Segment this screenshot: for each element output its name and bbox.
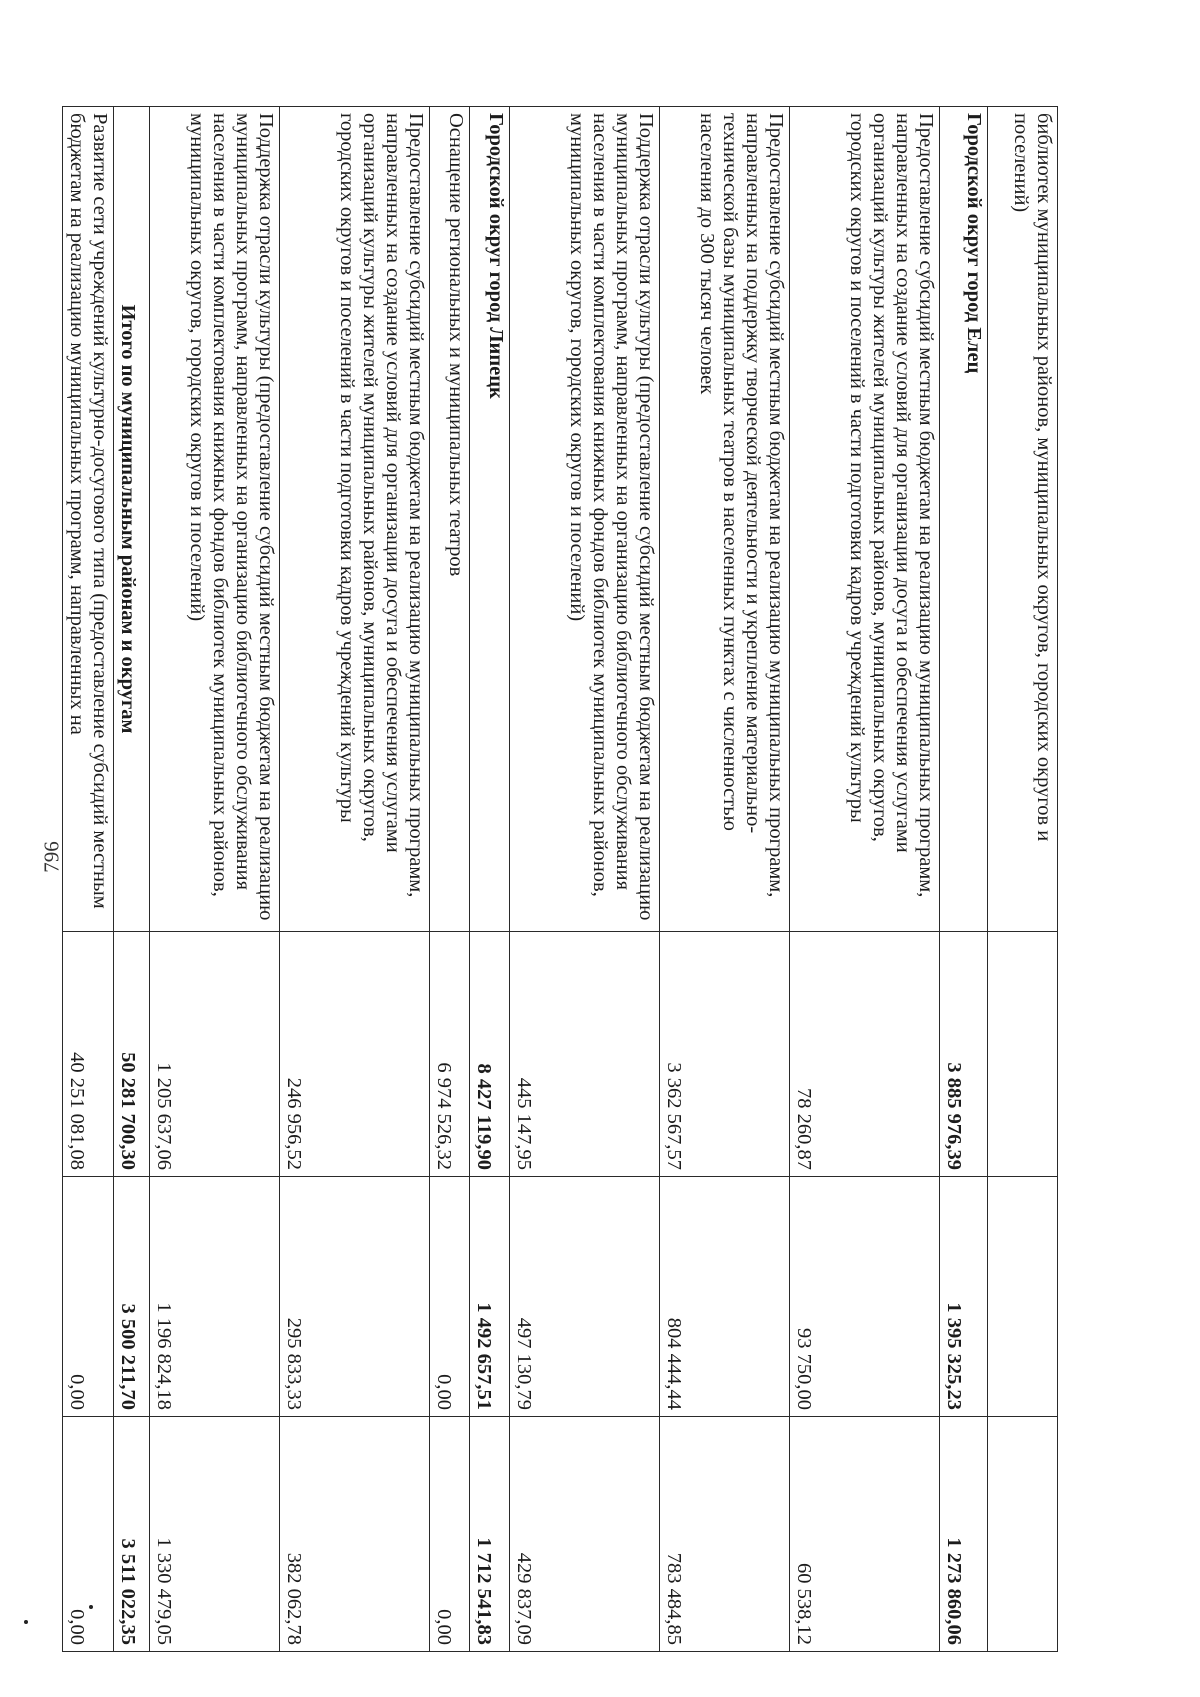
value-cell-1: 8 427 119,90 [470, 932, 510, 1177]
value-cell-3: 382 062,78 [280, 1417, 430, 1652]
value-cell-1: 6 974 526,32 [430, 932, 470, 1177]
budget-table [62, 106, 1058, 1652]
scan-speck [24, 1620, 28, 1624]
value-cell-2: 0,00 [430, 1177, 470, 1417]
row-name-cell: Развитие сети учреждений культурно-досугового типа (предоставление субсидий местным бюджетам на реализацию муниципальных программ, направленных на [63, 107, 114, 932]
value-cell-2: 497 130,79 [510, 1177, 660, 1417]
value-cell-1: 1 205 637,06 [150, 932, 280, 1177]
value-cell-3: 1 273 860,06 [940, 1417, 988, 1652]
value-cell-2: 1 395 325,23 [940, 1177, 988, 1417]
row-name-cell: Итого по муниципальным районам и округам [114, 107, 150, 932]
value-cell-2 [988, 1177, 1058, 1417]
value-cell-3: 0,00 [430, 1417, 470, 1652]
row-name-cell: Городской округ город Липецк [470, 107, 510, 932]
value-cell-1: 246 956,52 [280, 932, 430, 1177]
row-name-cell: Городской округ город Елец [940, 107, 988, 932]
row-name-cell: библиотек муниципальных районов, муниципальных округов, городских округов и поселений) [988, 107, 1058, 932]
table-row [114, 107, 150, 1652]
table-row [63, 107, 114, 1652]
table-row [988, 107, 1058, 1652]
row-name-cell: Оснащение региональных и муниципальных театров [430, 107, 470, 932]
value-cell-3: 3 511 022,35 [114, 1417, 150, 1652]
value-cell-1: 50 281 700,30 [114, 932, 150, 1177]
value-cell-3: 0,00 [63, 1417, 114, 1652]
value-cell-2: 0,00 [63, 1177, 114, 1417]
value-cell-2: 804 444,44 [660, 1177, 790, 1417]
table-row [940, 107, 988, 1652]
table-row [790, 107, 940, 1652]
value-cell-3: 1 712 541,83 [470, 1417, 510, 1652]
value-cell-1: 78 260,87 [790, 932, 940, 1177]
value-cell-3: 1 330 479,05 [150, 1417, 280, 1652]
value-cell-2: 295 833,33 [280, 1177, 430, 1417]
table-row [660, 107, 790, 1652]
row-name-cell: Предоставление субсидий местным бюджетам на реализацию муниципальных программ, направленных на создание условий для организации досуга и обеспечения услугами организаций культуры жителей муниципальных районов, муниципальных округов, городских округов и поселений в части подготовки кадров учреждений культуры [280, 107, 430, 932]
value-cell-1: 3 885 976,39 [940, 932, 988, 1177]
value-cell-3: 429 837,09 [510, 1417, 660, 1652]
value-cell-3 [988, 1417, 1058, 1652]
table-row [430, 107, 470, 1652]
value-cell-1 [988, 932, 1058, 1177]
page-number: 796 [39, 841, 64, 873]
value-cell-1: 40 251 081,08 [63, 932, 114, 1177]
value-cell-3: 783 484,85 [660, 1417, 790, 1652]
table-row [150, 107, 280, 1652]
row-name-cell: Предоставление субсидий местным бюджетам на реализацию муниципальных программ, направленных на поддержку творческой деятельности и укрепление материально-технической базы муниципальных театров в населенных пунктах с численностью населения до 300 тысяч человек [660, 107, 790, 932]
row-name-cell: Поддержка отрасли культуры (предоставление субсидий местным бюджетам на реализацию муниципальных программ, направленных на организацию библиотечного обслуживания населения в части комплектования книжных фондов библиотек муниципальных районов, муниципальных округов, городских округов и поселений) [510, 107, 660, 932]
value-cell-2: 1 492 657,51 [470, 1177, 510, 1417]
value-cell-1: 445 147,95 [510, 932, 660, 1177]
value-cell-2: 93 750,00 [790, 1177, 940, 1417]
value-cell-2: 3 500 211,70 [114, 1177, 150, 1417]
rotated-table-wrapper [66, 106, 1058, 1651]
value-cell-1: 3 362 567,57 [660, 932, 790, 1177]
budget-table-body [63, 107, 1058, 1652]
value-cell-3: 60 538,12 [790, 1417, 940, 1652]
row-name-cell: Поддержка отрасли культуры (предоставление субсидий местным бюджетам на реализацию муниципальных программ, направленных на организацию библиотечного обслуживания населения в части комплектования книжных фондов библиотек муниципальных районов, муниципальных округов, городских округов и поселений) [150, 107, 280, 932]
table-row [470, 107, 510, 1652]
table-row [510, 107, 660, 1652]
row-name-cell: Предоставление субсидий местным бюджетам на реализацию муниципальных программ, направленных на создание условий для организации досуга и обеспечения услугами организаций культуры жителей муниципальных районов, муниципальных округов, городских округов и поселений в части подготовки кадров учреждений культуры [790, 107, 940, 932]
table-row [280, 107, 430, 1652]
value-cell-2: 1 196 824,18 [150, 1177, 280, 1417]
